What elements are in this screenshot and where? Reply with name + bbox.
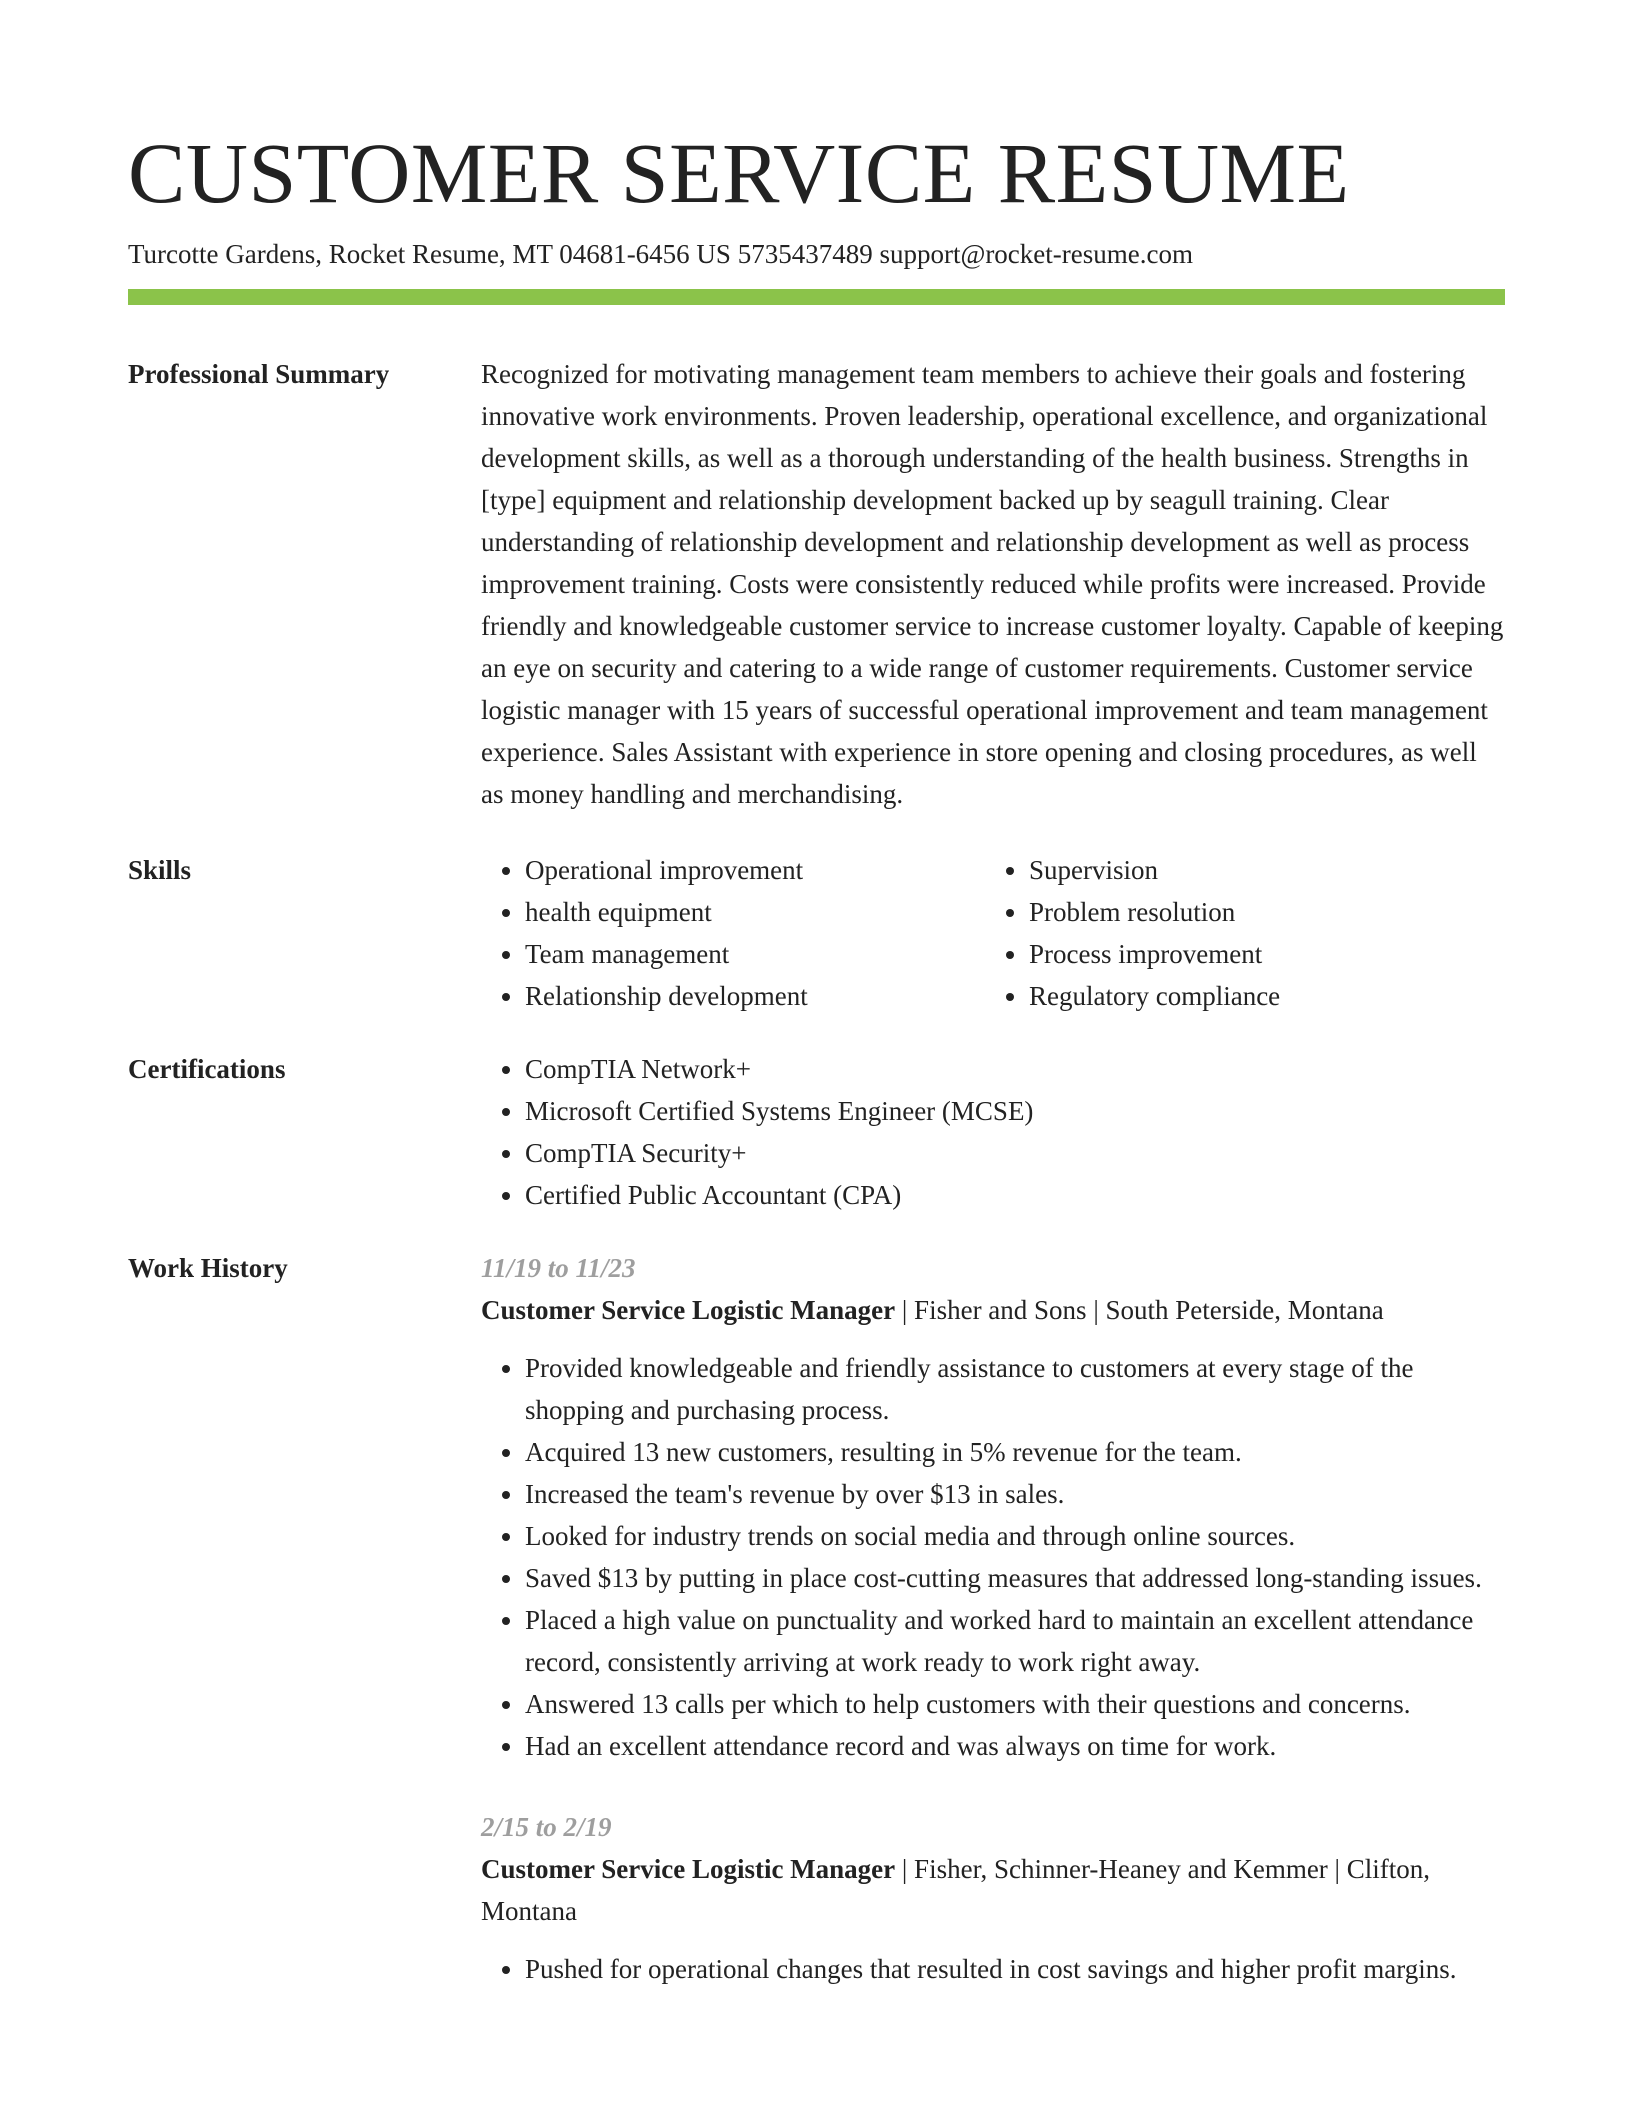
summary-text: Recognized for motivating management team members to achieve their goals and fostering innovative work environments. Proven leadership, operational excellence, and organizational development skills, as well as a thorough understanding of the health business. Strengths in [type] equipment and relationship development backed up by seagull training. Clear understanding of relationship development and relationship development as well as process improvement training. Costs were consistently reduced while profits were increased. Provide friendly and knowledgeable customer service to increase customer loyalty. Capable of keeping an eye on security and catering to a wide range of customer requirements. Customer service logistic manager with 15 years of successful operational improvement and team management experience. Sales Assistant with experience in store opening and closing procedures, as well as money handling and merchandising.	[481, 359, 1504, 809]
job-heading	[481, 1289, 1505, 1331]
list-item: • health equipment	[525, 891, 985, 933]
job-entry	[481, 1247, 1505, 1767]
job-title: Customer Service Logistic Manager	[481, 1854, 896, 1884]
section-label: Certifications	[128, 1054, 286, 1084]
list-item: • Acquired 13 new customers, resulting in 5% revenue for the team.	[525, 1431, 1505, 1473]
job-company-location: | Fisher and Sons | South Peterside, Montana	[895, 1295, 1384, 1325]
job-dates: 11/19 to 11/23	[481, 1253, 636, 1283]
job-bullets	[481, 1347, 1505, 1767]
section-work-history	[128, 1247, 1505, 1990]
list-item: • Had an excellent attendance record and was always on time for work.	[525, 1725, 1505, 1767]
contact-line: Turcotte Gardens, Rocket Resume, MT 04681-6456 US 5735437489 support@rocket-resume.com	[128, 239, 1193, 269]
list-item: • Team management	[525, 933, 985, 975]
job-bullets	[481, 1948, 1505, 1990]
list-item: • Increased the team's revenue by over $13 in sales.	[525, 1473, 1505, 1515]
section-body	[481, 1247, 1505, 1990]
list-item: • Supervision	[1029, 849, 1489, 891]
section-body	[481, 1048, 1505, 1216]
skills-grid	[481, 849, 1505, 1017]
header-accent-rule	[128, 289, 1505, 305]
list-item: • Pushed for operational changes that resulted in cost savings and higher profit margins.	[525, 1948, 1505, 1990]
job-company-location: | Fisher, Schinner-Heaney and Kemmer | Clifton, Montana	[481, 1854, 1430, 1926]
section-skills	[128, 849, 1505, 1017]
list-item: • Regulatory compliance	[1029, 975, 1489, 1017]
job-dates: 2/15 to 2/19	[481, 1812, 612, 1842]
list-item: • CompTIA Network+	[525, 1048, 1505, 1090]
section-label: Professional Summary	[128, 359, 390, 389]
list-item: • Process improvement	[1029, 933, 1489, 975]
section-certifications	[128, 1048, 1505, 1216]
list-item: • Operational improvement	[525, 849, 985, 891]
certifications-list	[481, 1048, 1505, 1216]
list-item: • Saved $13 by putting in place cost-cutting measures that addressed long-standing issues.	[525, 1557, 1505, 1599]
job-heading	[481, 1848, 1505, 1932]
list-item: • Relationship development	[525, 975, 985, 1017]
list-item: • Answered 13 calls per which to help customers with their questions and concerns.	[525, 1683, 1505, 1725]
skills-list-right	[985, 849, 1489, 1017]
list-item: • Provided knowledgeable and friendly assistance to customers at every stage of the shopping and purchasing process.	[525, 1347, 1505, 1431]
list-item: • Placed a high value on punctuality and worked hard to maintain an excellent attendance record, consistently arriving at work ready to work right away.	[525, 1599, 1505, 1683]
skills-list-left	[481, 849, 985, 1017]
list-item: • CompTIA Security+	[525, 1132, 1505, 1174]
list-item: • Microsoft Certified Systems Engineer (MCSE)	[525, 1090, 1505, 1132]
job-title: Customer Service Logistic Manager	[481, 1295, 896, 1325]
section-body	[481, 353, 1505, 815]
job-entry	[481, 1806, 1505, 1990]
list-item: • Problem resolution	[1029, 891, 1489, 933]
list-item: • Looked for industry trends on social media and through online sources.	[525, 1515, 1505, 1557]
section-professional-summary	[128, 353, 1505, 815]
section-label: Skills	[128, 855, 192, 885]
list-item: • Certified Public Accountant (CPA)	[525, 1174, 1505, 1216]
resume-title: CUSTOMER SERVICE RESUME	[128, 125, 1350, 221]
section-label: Work History	[128, 1253, 288, 1283]
